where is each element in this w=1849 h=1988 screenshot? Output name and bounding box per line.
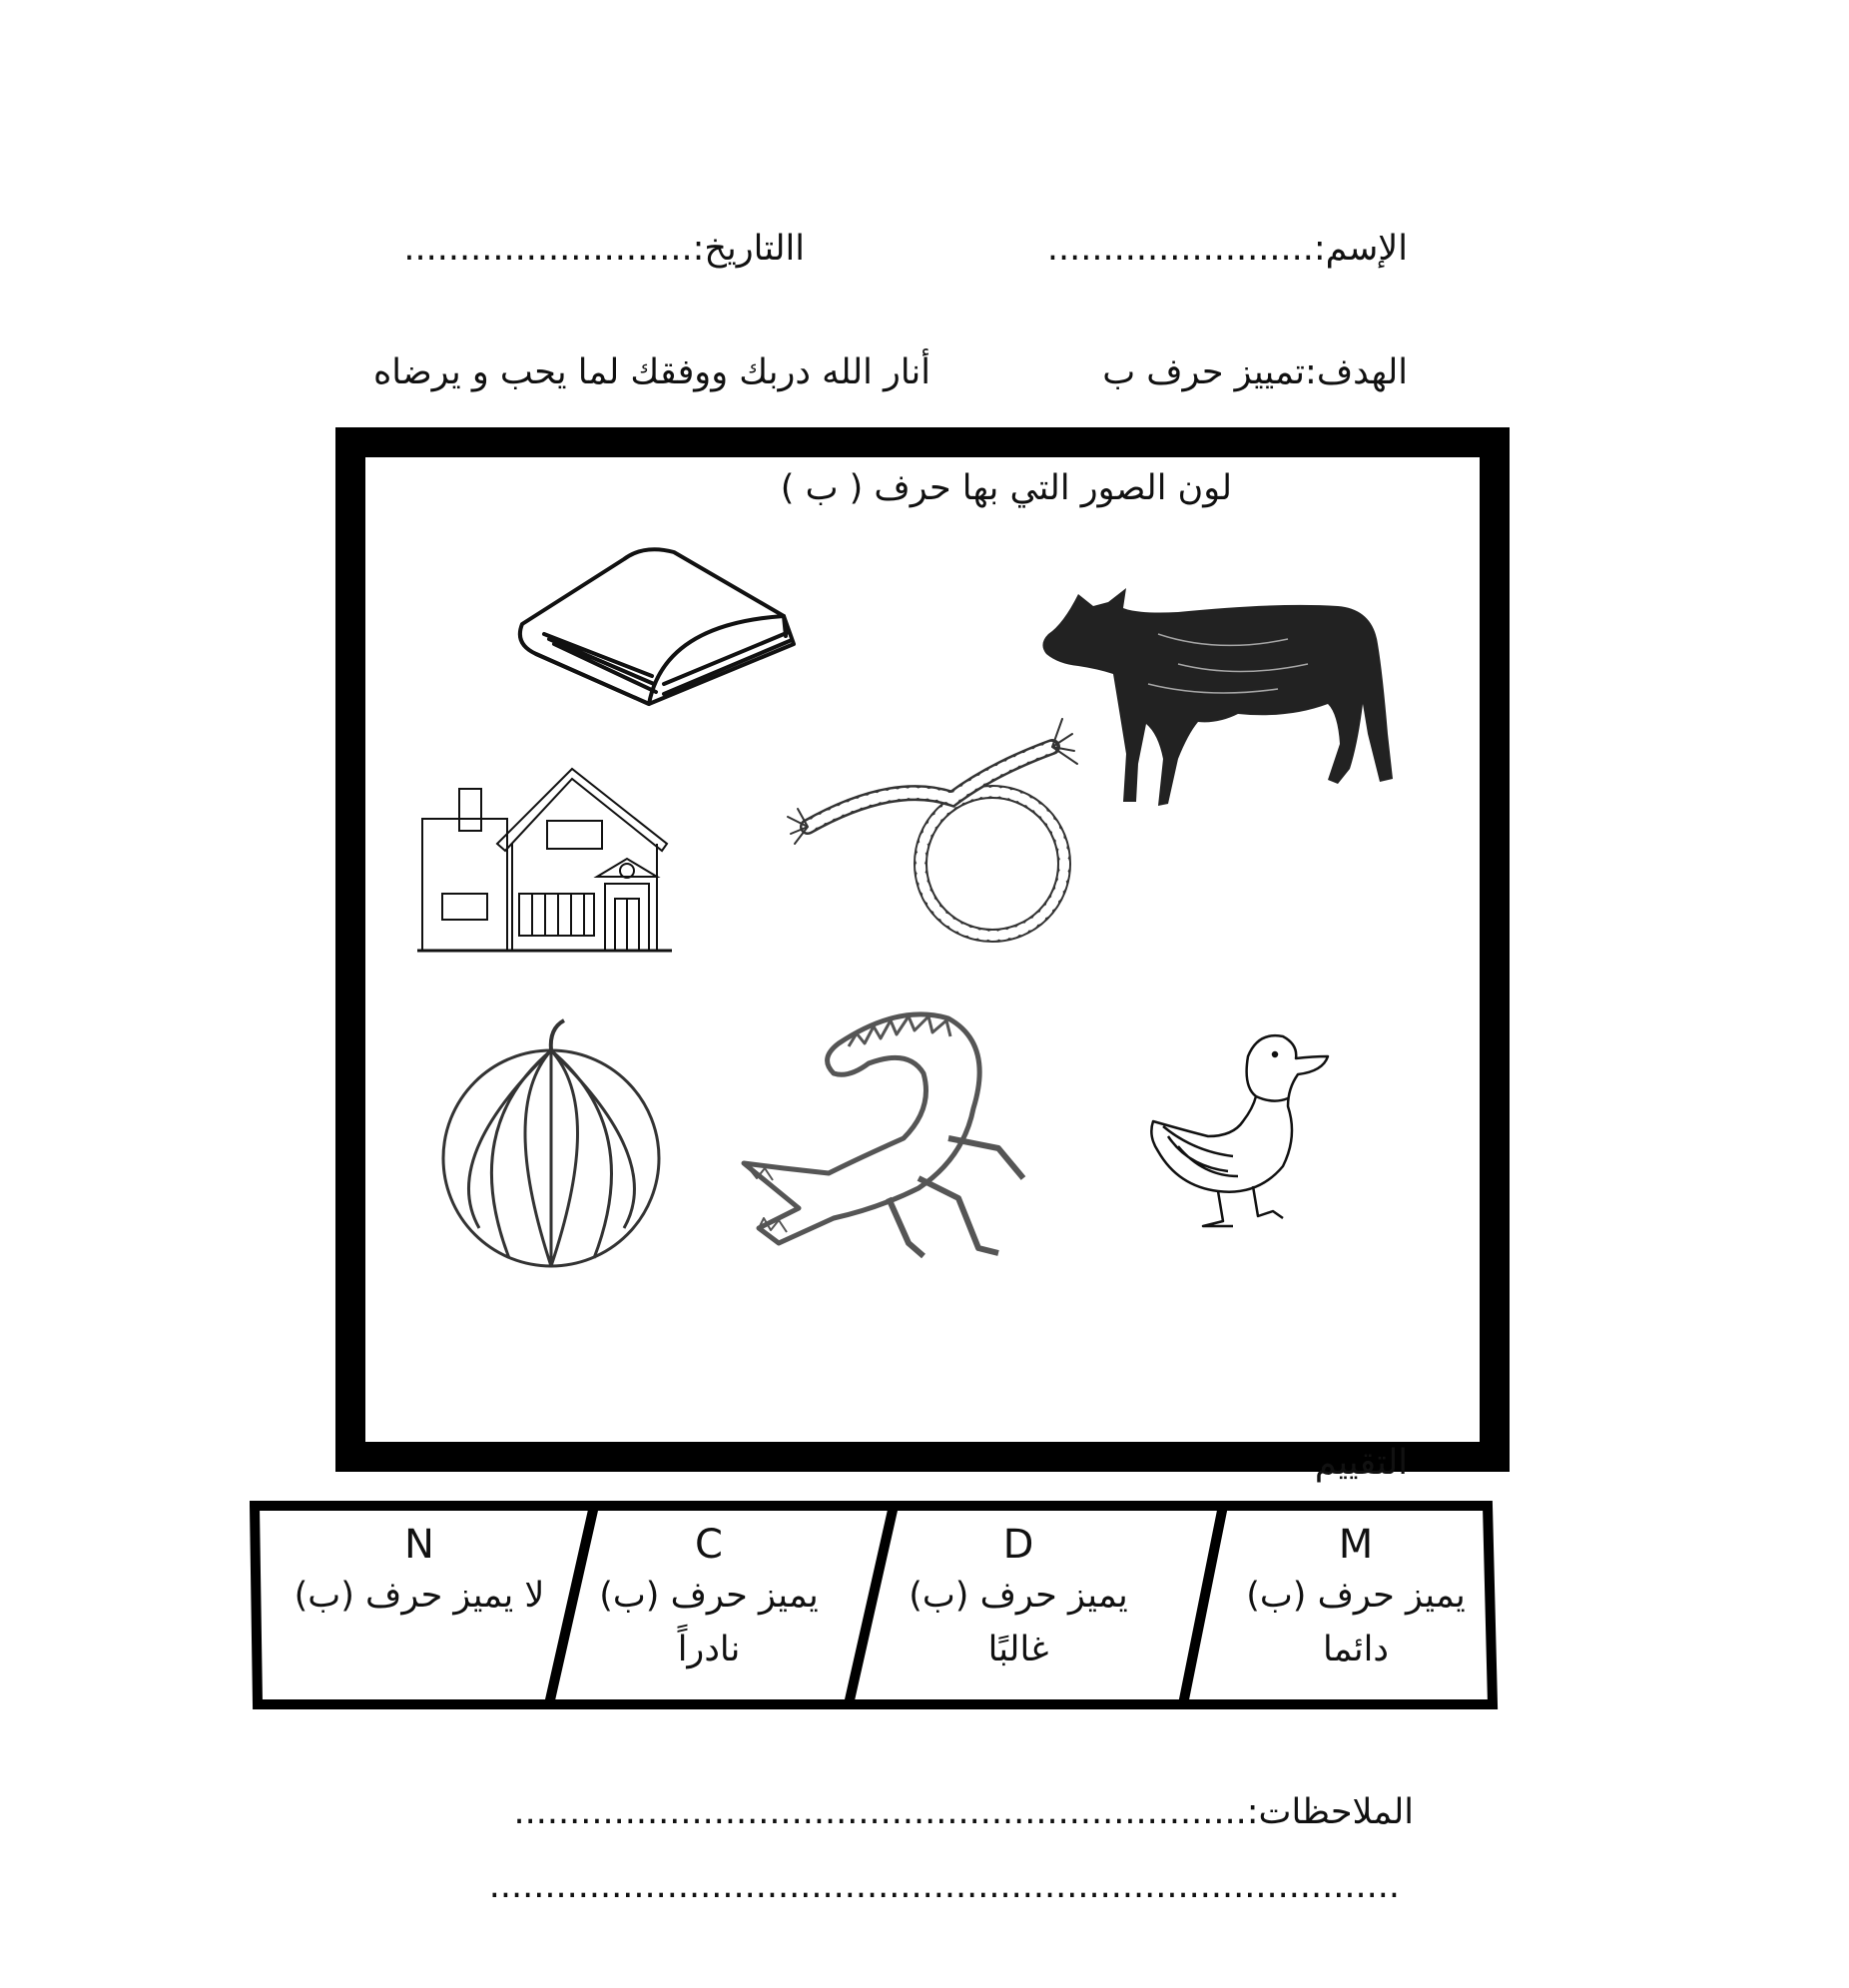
- level-c-line1: يميز حرف (ب): [599, 1576, 819, 1616]
- level-d-letter: D: [1002, 1522, 1034, 1568]
- crocodile-icon[interactable]: [739, 998, 1033, 1268]
- cow-icon[interactable]: [1038, 584, 1413, 814]
- level-n-letter: N: [404, 1522, 434, 1568]
- level-d-line2: غالبًا: [987, 1630, 1049, 1670]
- level-d-line1: يميز حرف (ب): [909, 1576, 1128, 1616]
- name-field[interactable]: [1046, 229, 1408, 269]
- level-c-line2: نادراً: [677, 1630, 741, 1670]
- level-m-line2: دائما: [1323, 1630, 1389, 1670]
- date-field[interactable]: [403, 229, 805, 269]
- book-icon[interactable]: [514, 544, 799, 714]
- level-c-letter: C: [695, 1522, 723, 1568]
- goal-value: تمييز حرف ب: [1102, 352, 1306, 392]
- name-dots: ........................: [1046, 229, 1314, 269]
- level-m[interactable]: [1246, 1521, 1466, 1677]
- notes-label: الملاحظات:: [1246, 1792, 1414, 1832]
- level-n[interactable]: [275, 1521, 564, 1623]
- level-c[interactable]: [584, 1521, 834, 1677]
- exercise-instruction: لون الصور التي بها حرف ( ب ): [780, 468, 1232, 508]
- level-n-line1: لا يميز حرف (ب): [294, 1576, 545, 1616]
- prayer-text: أنار الله دربك ووفقك لما يحب و يرضاه: [372, 352, 930, 392]
- watermelon-icon[interactable]: [439, 1008, 664, 1273]
- date-label: االتاريخ:: [692, 229, 805, 269]
- name-label: الإسم:: [1313, 229, 1408, 269]
- goal-text: [1102, 352, 1408, 392]
- rope-icon[interactable]: [783, 709, 1082, 949]
- notes-dots-2[interactable]: ..................................................................................: [488, 1866, 1400, 1906]
- goal-label: الهدف:: [1305, 352, 1408, 392]
- level-d[interactable]: [894, 1521, 1143, 1677]
- notes-field[interactable]: [513, 1792, 1414, 1832]
- evaluation-title: التقييم: [1314, 1443, 1408, 1483]
- notes-dots-1: ..................................................................: [513, 1792, 1247, 1832]
- level-m-line1: يميز حرف (ب): [1246, 1576, 1466, 1616]
- level-m-letter: M: [1338, 1522, 1374, 1568]
- duck-icon[interactable]: [1148, 1026, 1338, 1236]
- date-dots: ..........................: [403, 229, 693, 269]
- house-icon[interactable]: [417, 759, 672, 959]
